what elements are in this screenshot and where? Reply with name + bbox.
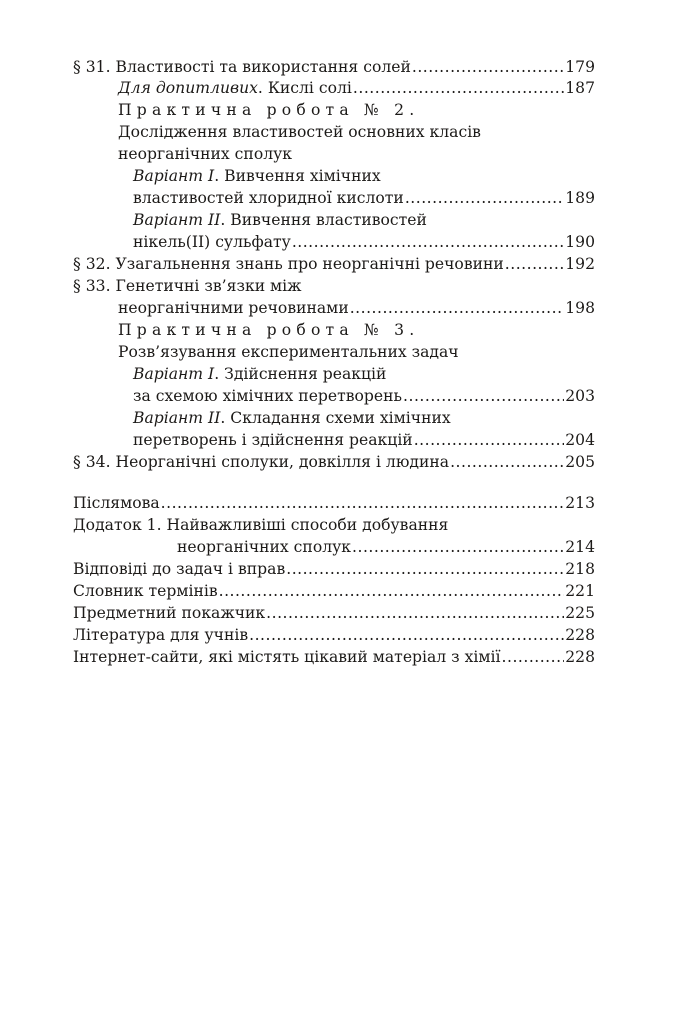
toc-heading <box>118 99 419 121</box>
entry-title: . Кислі солі <box>257 79 352 97</box>
toc-entry[interactable] <box>73 558 595 580</box>
page-number: 179 <box>565 58 595 76</box>
page-number: 213 <box>565 494 595 512</box>
entry-italic-prefix: Варіант II <box>133 409 221 427</box>
dot-leader <box>249 624 564 646</box>
toc-heading <box>73 275 302 297</box>
section-marker: § 34. <box>73 453 111 471</box>
entry-title: Дослідження властивостей основних класів <box>118 123 481 141</box>
dot-leader <box>292 231 564 253</box>
entry-italic-prefix: Варіант II <box>133 211 221 229</box>
entry-title: Післямова <box>73 494 160 512</box>
toc-heading <box>118 121 481 143</box>
toc-heading <box>118 143 292 165</box>
entry-italic-prefix: Для допитливих <box>118 79 258 97</box>
toc-entry[interactable] <box>73 492 595 514</box>
practical-work-heading: Практична робота № 2. <box>118 101 420 119</box>
toc-entry[interactable] <box>177 536 595 558</box>
dot-leader <box>505 253 564 275</box>
dot-leader <box>352 536 564 558</box>
toc-heading <box>133 407 451 429</box>
entry-title: неорганічних сполук <box>177 538 352 556</box>
entry-title: Відповіді до задач і вправ <box>73 560 286 578</box>
toc-entry[interactable] <box>118 297 595 319</box>
entry-title: неорганічними речовинами <box>118 299 349 317</box>
dot-leader <box>286 558 564 580</box>
entry-title: Словник термінів <box>73 582 218 600</box>
toc-heading <box>73 514 448 536</box>
section-marker: § 33. <box>73 277 111 295</box>
toc-entry[interactable] <box>73 253 595 275</box>
toc-heading <box>118 319 419 341</box>
page-number: 205 <box>565 453 595 471</box>
page-number: 190 <box>565 233 595 251</box>
toc-entry[interactable] <box>133 231 595 253</box>
toc-entry[interactable] <box>133 385 595 407</box>
entry-title: перетворень і здійснення реакцій <box>133 431 413 449</box>
page-number: 228 <box>565 648 595 666</box>
toc-entry[interactable] <box>73 602 595 624</box>
toc-heading <box>118 341 459 363</box>
dot-leader <box>219 580 565 602</box>
dot-leader <box>403 385 564 407</box>
dot-leader <box>161 492 565 514</box>
toc-entry[interactable] <box>73 646 595 668</box>
entry-title: Генетичні зв’язки між <box>115 277 302 295</box>
entry-title: за схемою хімічних перетворень <box>133 387 403 405</box>
toc-entry[interactable] <box>73 624 595 646</box>
toc-heading <box>133 209 427 231</box>
entry-title: Предметний покажчик <box>73 604 266 622</box>
entry-italic-prefix: Варіант I <box>133 167 215 185</box>
entry-title: неорганічних сполук <box>118 145 293 163</box>
entry-title: . Вивчення властивостей <box>220 211 427 229</box>
entry-title: Неорганічні сполуки, довкілля і людина <box>115 453 450 471</box>
toc-entry[interactable] <box>133 187 595 209</box>
entry-title: Розв’язування експериментальних задач <box>118 343 459 361</box>
page-number: 214 <box>565 538 595 556</box>
dot-leader <box>266 602 564 624</box>
entry-italic-prefix: Варіант I <box>133 365 215 383</box>
entry-title: Додаток 1. Найважливіші способи добування <box>73 516 449 534</box>
page-number: 203 <box>565 387 595 405</box>
toc-entry[interactable] <box>73 580 595 602</box>
toc-entry[interactable] <box>73 56 595 78</box>
entry-title: Властивості та використання солей <box>115 58 411 76</box>
section-marker: § 31. <box>73 58 111 76</box>
entry-title: Узагальнення знань про неорганічні речовини <box>115 255 504 273</box>
entry-title: . Вивчення хімічних <box>214 167 381 185</box>
toc-heading <box>133 363 386 385</box>
toc-entry[interactable] <box>133 429 595 451</box>
entry-title: властивостей хлоридної кислоти <box>133 189 404 207</box>
page-number: 189 <box>565 189 595 207</box>
page-number: 198 <box>565 299 595 317</box>
page-number: 192 <box>565 255 595 273</box>
page-number: 228 <box>565 626 595 644</box>
dot-leader <box>405 187 564 209</box>
dot-leader <box>450 451 564 473</box>
page-number: 225 <box>565 604 595 622</box>
page-number: 221 <box>565 582 595 600</box>
section-marker: § 32. <box>73 255 111 273</box>
toc-heading <box>133 165 381 187</box>
page-number: 218 <box>565 560 595 578</box>
entry-title: нікель(II) сульфату <box>133 233 291 251</box>
dot-leader <box>350 297 565 319</box>
entry-title: . Здійснення реакцій <box>214 365 387 383</box>
entry-title: . Складання схеми хімічних <box>220 409 451 427</box>
dot-leader <box>412 56 564 78</box>
page-number: 204 <box>565 431 595 449</box>
practical-work-heading: Практична робота № 3. <box>118 321 420 339</box>
toc-entry[interactable] <box>73 451 595 473</box>
dot-leader <box>414 429 565 451</box>
entry-title: Література для учнів <box>73 626 249 644</box>
entry-title: Інтернет-сайти, які містять цікавий матеріал з хімії <box>73 648 501 666</box>
dot-leader <box>353 77 564 99</box>
toc-entry[interactable] <box>118 77 595 99</box>
dot-leader <box>502 646 565 668</box>
page-number: 187 <box>565 79 595 97</box>
